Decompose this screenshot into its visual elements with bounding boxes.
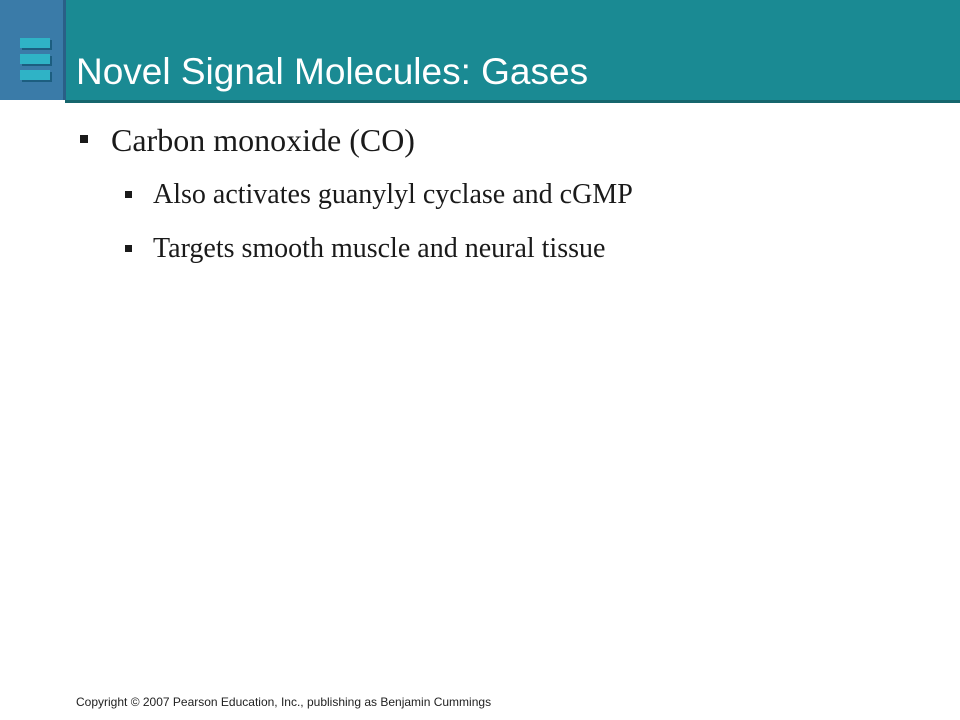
square-bullet-icon	[125, 191, 132, 198]
bullet-text: Carbon monoxide (CO)	[111, 122, 415, 158]
copyright-footer: Copyright © 2007 Pearson Education, Inc., publishing as Benjamin Cummings	[76, 695, 492, 709]
logo-bar	[20, 54, 50, 64]
square-bullet-icon	[80, 135, 88, 143]
header-underline	[65, 100, 960, 103]
slide-title: Novel Signal Molecules: Gases	[76, 51, 589, 92]
stacked-bars-icon	[20, 38, 50, 84]
sub-bullet-text: Also activates guanylyl cyclase and cGMP	[153, 179, 633, 210]
logo-bar	[20, 38, 50, 48]
logo-bar	[20, 70, 50, 80]
header-left-block-edge	[63, 0, 66, 100]
square-bullet-icon	[125, 245, 132, 252]
sub-bullet-text: Targets smooth muscle and neural tissue	[153, 233, 606, 264]
